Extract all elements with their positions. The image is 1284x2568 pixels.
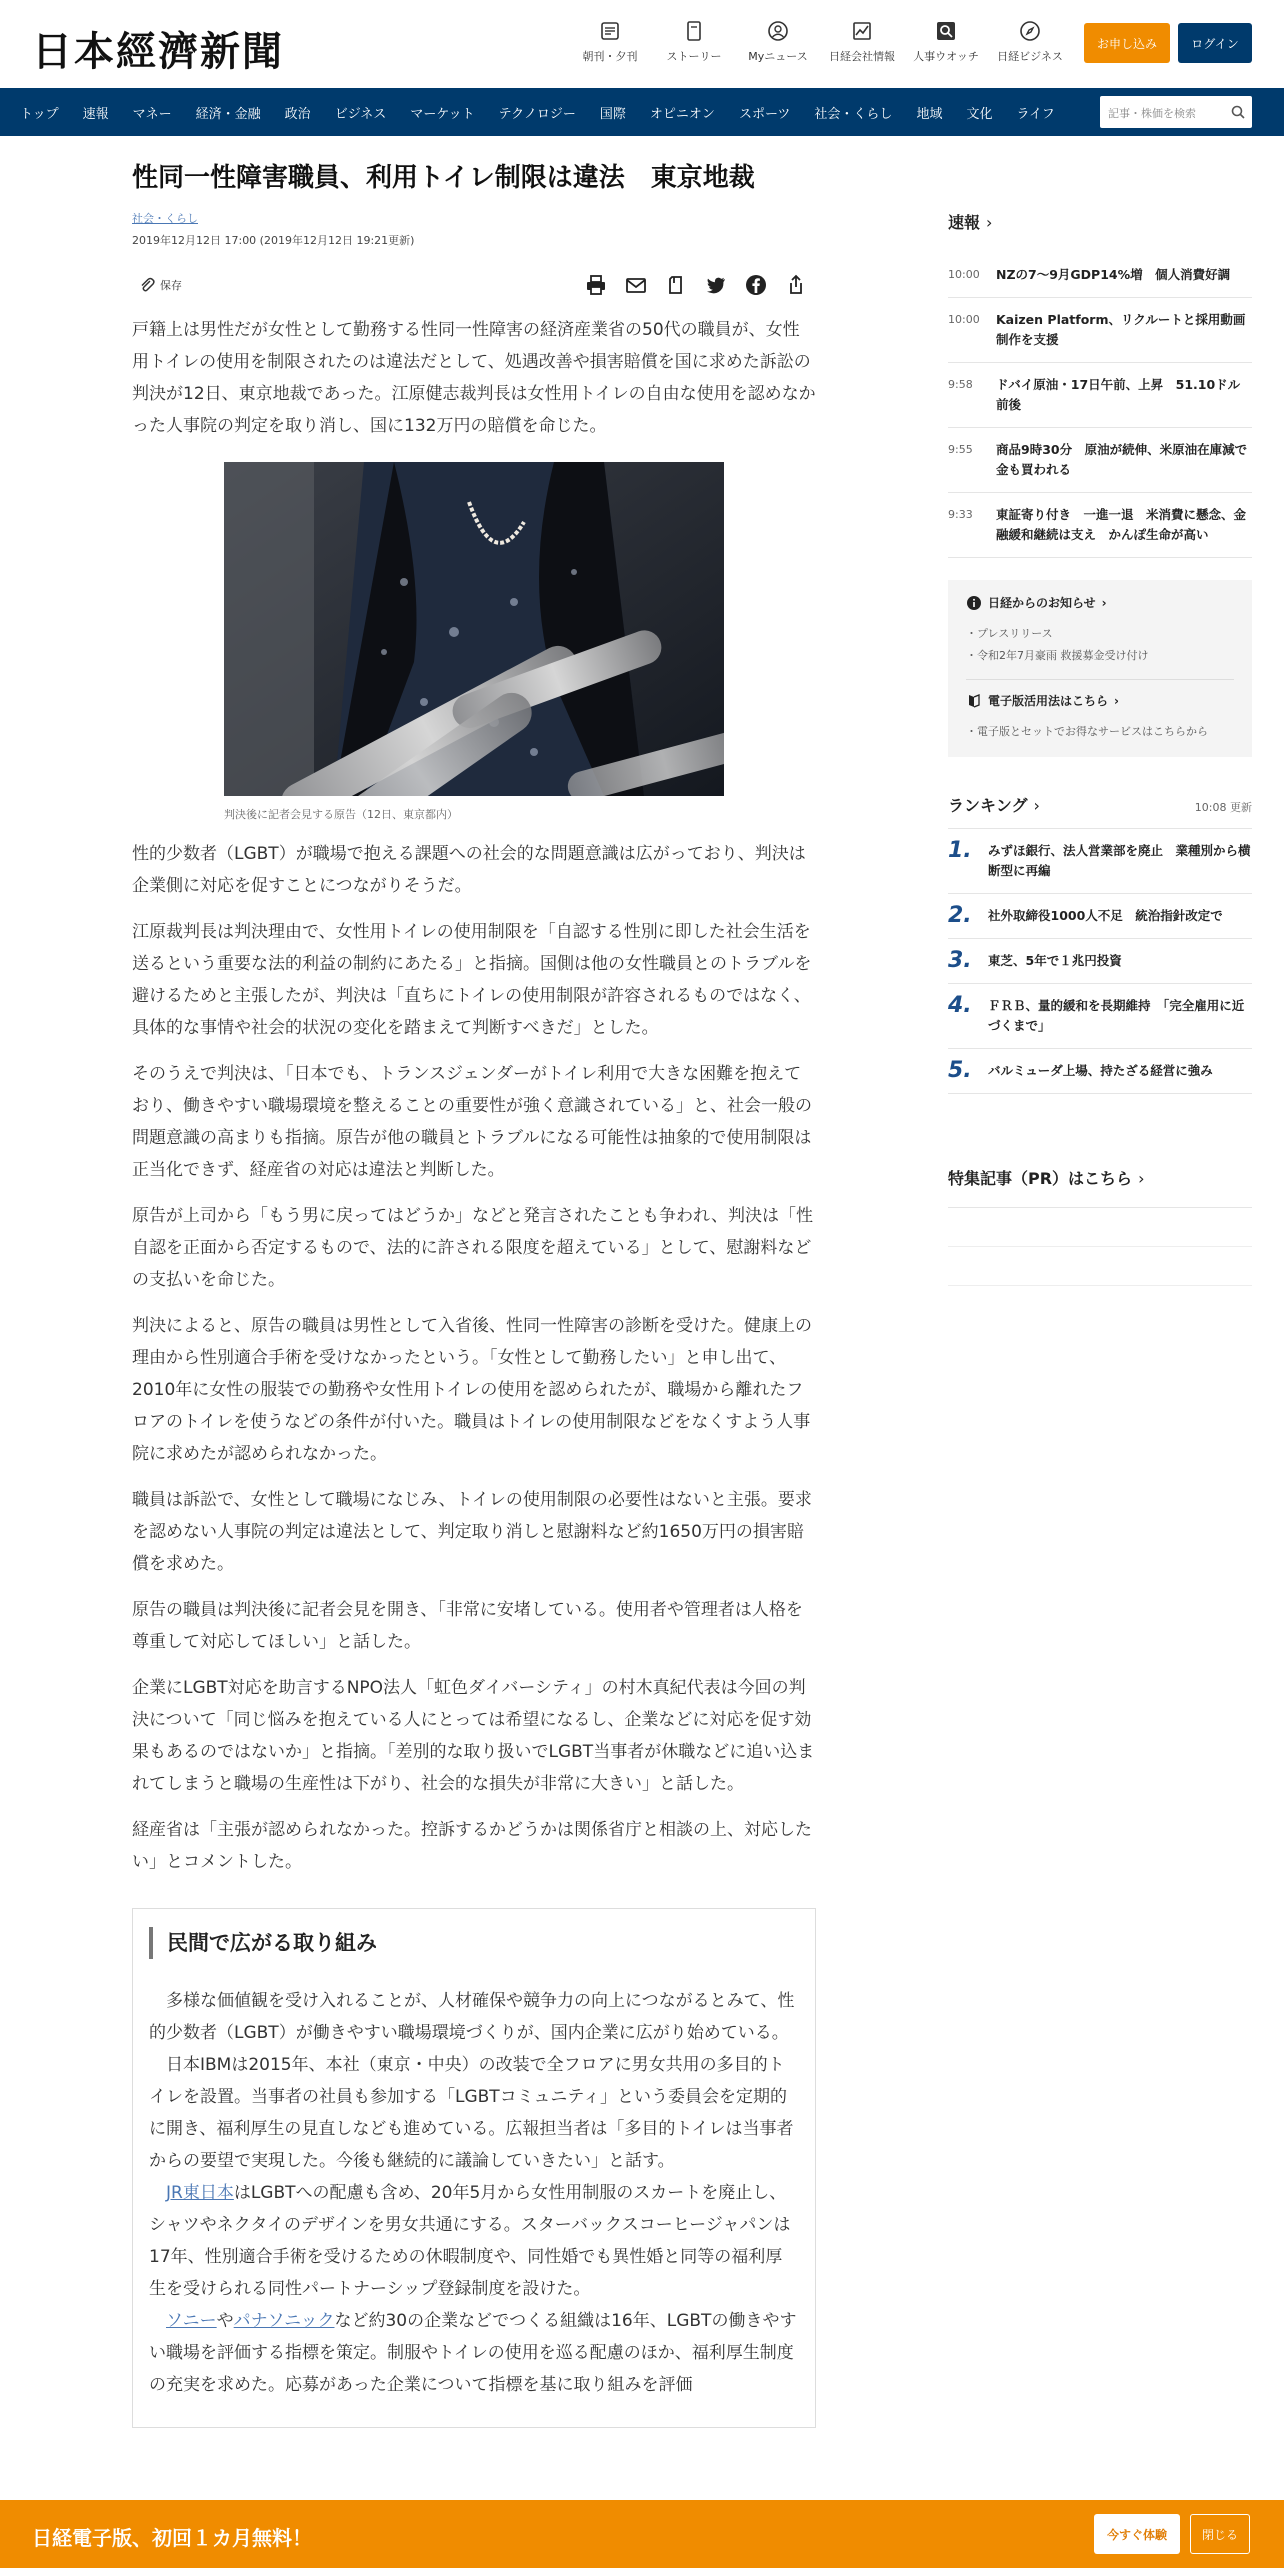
info-icon (966, 595, 982, 611)
box-text: はLGBTへの配慮も含め、20年5月から女性用制服のスカートを廃止し、シャツやネクタイのデザインを男女共通にする。スターバックスコーヒージャパンは17年、性別適合手術を受けるための休暇制度や、同性婚でも異性婚と同等の福利厚生を受けられる同性パートナーシップ登録制度を設けた。 (149, 2183, 791, 2300)
chevron-right-icon: › (986, 213, 993, 232)
edition-item[interactable]: ・ 電子版とセットでお得なサービスはこちらから (966, 721, 1234, 743)
header-link-company-info[interactable] (820, 20, 904, 64)
twitter-button[interactable] (696, 274, 736, 296)
notice-box (948, 580, 1252, 757)
sokuhou-headline: 商品9時30分 原油が続伸、米原油在庫減で 金も買われる (996, 442, 1260, 477)
header-link-label: ストーリー (666, 50, 722, 63)
share-button[interactable] (776, 274, 816, 296)
ranking-headline: 東芝、5年で１兆円投資 (988, 953, 1122, 968)
bookmark-icon (665, 274, 687, 296)
ranking-section (948, 793, 1252, 1094)
box-paragraph: 日本IBMは2015年、本社（東京・中央）の改装で全フロアに男女共用の多目的トイレを設置。当事者の社員も参加する「LGBTコミュニティ」という委員会を定期的に開き、福利厚生の見直しなども進めている。広報担当者は「多目的トイレは当事者からの要望で実現した。今後も継続的に議論していきたい」と話す。 (149, 2055, 794, 2172)
ranking-list (948, 829, 1252, 1094)
article-paragraph: 江原裁判長は判決理由で、女性用トイレの使用制限を「自認する性別に即した社会生活を送るという重要な法的利益の制約にあたる」と指摘。国側は他の女性職員とのトラブルを避けるためと主張したが、判決は「直ちにトイレの使用制限が許容されるものではなく、具体的な事情や社会的状況の変化を踏まえて判断すべきだ」とした。 (132, 922, 812, 1039)
article-lead: 戸籍上は男性だが女性として勤務する性同一性障害の経済産業省の50代の職員が、女性用トイレの使用を制限されたのは違法だとして、処遇改善や損害賠償を国に求めた訴訟の判決が12日、東京地裁であった。江原健志裁判長は女性用トイレの自由な使用を認めなかった人事院の判定を取り消し、国に132万円の賠償を命じた。 (132, 320, 816, 437)
header-link-story[interactable] (652, 20, 736, 64)
box-text: や (216, 2311, 234, 2332)
nav-item[interactable]: ビジネス (334, 106, 387, 122)
ranking-number: 4. (948, 993, 972, 1018)
sokuhou-time: 9:58 (948, 378, 973, 391)
nav-item[interactable]: 国際 (599, 106, 626, 122)
login-button[interactable]: ログイン (1178, 23, 1252, 63)
pr-section (948, 1166, 1252, 1208)
apply-button[interactable]: お申し込み (1084, 23, 1170, 63)
article-paragraph: 判決によると、原告の職員は男性として入省後、性同一性障害の診断を受けた。健康上の理由から性別適合手術を受けなかったという。「女性として勤務したい」と申し出て、2010年に女性の服装での勤務や女性用トイレの使用を認められたが、職場から離れたフロアのトイレを使うなどの条件が付いた。職員はトイレの使用制限などをなくすよう人事院に求めたが認められなかった。 (132, 1316, 812, 1465)
site-logo[interactable]: 日本經濟新聞 (32, 28, 284, 75)
stock-chart-icon (851, 20, 873, 42)
sokuhou-item[interactable] (948, 298, 1252, 363)
ranking-headline: みずほ銀行、法人営業部を廃止 業種別から横断型に再編 (988, 843, 1251, 878)
header-link-mynews[interactable] (736, 20, 820, 64)
article-paragraph: 経産省は「主張が認められなかった。控訴するかどうかは関係省庁と相談の上、対応したい」とコメントした。 (132, 1820, 812, 1873)
pr-title: 特集記事（PR）はこちら (948, 1169, 1133, 1188)
sokuhou-item[interactable] (948, 493, 1252, 558)
nav-item[interactable]: テクノロジー (498, 106, 576, 122)
search-input[interactable] (1100, 96, 1252, 128)
search-placeholder: 記事・株価を検索 (1108, 107, 1196, 120)
sokuhou-time: 10:00 (948, 268, 980, 281)
notice-heading[interactable] (966, 594, 1234, 611)
article-photo (224, 462, 724, 822)
share-icon (785, 274, 807, 296)
nav-item[interactable]: 経済・金融 (195, 106, 261, 122)
site-header (0, 0, 1284, 88)
sokuhou-heading[interactable] (948, 210, 1252, 233)
paperclip-icon (138, 276, 156, 294)
mail-button[interactable] (616, 274, 656, 296)
header-link-jinji-watch[interactable] (904, 20, 988, 64)
ranking-item[interactable] (948, 939, 1252, 984)
user-icon (767, 20, 789, 42)
ranking-item[interactable] (948, 984, 1252, 1049)
notice-item[interactable]: ・ プレスリリース (966, 623, 1234, 645)
notice-item[interactable]: ・ 令和2年7月豪雨 救援募金受け付け (966, 645, 1234, 667)
nav-item[interactable]: ライフ (1016, 106, 1055, 122)
notice-title: 日経からのお知らせ (988, 596, 1096, 610)
nav-item[interactable]: 速報 (82, 106, 109, 122)
box-paragraph (149, 2305, 799, 2401)
sokuhou-item[interactable] (948, 363, 1252, 428)
facebook-button[interactable] (736, 274, 776, 296)
sokuhou-time: 9:33 (948, 508, 973, 521)
article-paragraph: 性的少数者（LGBT）が職場で抱える課題への社会的な問題意識は広がっており、判決は企業側に対応を促すことにつながりそうだ。 (132, 844, 806, 897)
company-link-panasonic[interactable]: パナソニック (233, 2311, 335, 2332)
header-icon-nav (568, 20, 1072, 64)
nav-item[interactable]: スポーツ (738, 106, 791, 122)
header-link-label: 日経ビジネス (997, 50, 1063, 63)
article-date: 2019年12月12日 17:00 (2019年12月12日 19:21更新) (132, 234, 415, 248)
trial-banner (0, 2500, 1284, 2568)
twitter-icon (705, 274, 727, 296)
try-now-button[interactable]: 今すぐ体験 (1094, 2514, 1180, 2554)
newspaper-icon (599, 20, 621, 42)
ranking-number: 1. (948, 838, 972, 863)
mail-icon (625, 274, 647, 296)
search-people-icon (935, 20, 957, 42)
press-conference-photo[interactable] (224, 462, 724, 796)
nav-item[interactable]: 文化 (966, 106, 993, 122)
article-title: 性同一性障害職員、利用トイレ制限は違法 東京地裁 (132, 163, 755, 193)
sokuhou-item[interactable] (948, 428, 1260, 493)
header-link-newspaper[interactable] (568, 20, 652, 64)
ranking-heading[interactable] (948, 793, 1040, 816)
sokuhou-title: 速報 (948, 213, 981, 232)
article-paragraph: 原告が上司から「もう男に戻ってはどうか」などと発言されたことも争われ、判決は「性自認を正面から否定するもので、法的に許される限度を超えている」として、慰謝料などの支払いを命じた。 (132, 1206, 814, 1291)
edition-list (966, 721, 1234, 743)
chevron-right-icon: › (1033, 796, 1040, 815)
company-link-sony[interactable]: ソニー (166, 2311, 217, 2332)
nav-item[interactable]: 社会・くらし (814, 106, 893, 122)
banner-text: 日経電子版、初回１カ月無料！ (32, 2526, 312, 2550)
ranking-headline: ＦＲＢ、量的緩和を長期維持 「完全雇用に近づくまで」 (988, 998, 1245, 1033)
sokuhou-time: 10:00 (948, 313, 980, 326)
sokuhou-headline: NZの7～9月GDP14%増 個人消費好調 (996, 267, 1231, 282)
edition-heading[interactable] (966, 692, 1234, 709)
facebook-icon (745, 274, 767, 296)
divider (966, 679, 1234, 680)
photo-image (224, 462, 724, 796)
save-label: 保存 (160, 279, 182, 293)
print-button[interactable] (576, 274, 616, 296)
photo-caption: 判決後に記者会見する原告（12日、東京都内） (224, 808, 458, 822)
article-body (132, 838, 816, 1878)
document-icon (683, 20, 705, 42)
header-link-label: 人事ウオッチ (913, 50, 979, 63)
divider (948, 1246, 1252, 1247)
ranking-item[interactable] (948, 894, 1252, 939)
nav-item[interactable]: 政治 (284, 106, 311, 122)
close-banner-button[interactable]: 閉じる (1190, 2514, 1250, 2554)
sokuhou-headline: 東証寄り付き 一進一退 米消費に懸念、金融緩和継続は支え かんぽ生命が高い (996, 507, 1247, 542)
box-paragraph (149, 2177, 799, 2305)
sokuhou-item[interactable] (948, 253, 1252, 298)
article-category-link[interactable]: 社会・くらし (132, 212, 198, 226)
right-sidebar (948, 210, 1260, 1286)
article-paragraph: 職員は訴訟で、女性として職場になじみ、トイレの使用制限の必要性はないと主張。要求を認めない人事院の判定は違法として、判定取り消しと慰謝料など約1650万円の損害賠償を求めた。 (132, 1490, 812, 1575)
header-link-label: 日経会社情報 (829, 50, 895, 63)
header-link-label: 朝刊・夕刊 (582, 50, 638, 63)
article-paragraph: 企業にLGBT対応を助言するNPO法人「虹色ダイバーシティ」の村木真紀代表は今回の判決について「同じ悩みを抱えている人にとっては希望になるし、企業などに対応を促す効果もあるのではないか」と指摘。「差別的な取り扱いでLGBT当事者が休職などに追い込まれてしまうと職場の生産性は下がり、社会的な損失が非常に大きい」と話した。 (132, 1678, 815, 1795)
pr-heading[interactable] (948, 1166, 1252, 1189)
nav-list (20, 88, 1079, 136)
bookmark-button[interactable] (656, 274, 696, 296)
nav-item[interactable]: マネー (132, 106, 172, 122)
nav-item[interactable]: トップ (20, 106, 59, 122)
nav-item[interactable]: オピニオン (649, 106, 715, 122)
edition-title: 電子版活用法はこちら (988, 694, 1109, 708)
compass-icon (1019, 20, 1041, 42)
sidebar-box-private-sector (132, 1908, 816, 2428)
ranking-number: 5. (948, 1058, 972, 1083)
sokuhou-headline: ドバイ原油・17日午前、上昇 51.10ドル前後 (996, 377, 1241, 412)
ranking-item[interactable] (948, 829, 1252, 894)
header-link-nikkei-business[interactable] (988, 20, 1072, 64)
divider (948, 1285, 1252, 1286)
box-paragraph: 多様な価値観を受け入れることが、人材確保や競争力の向上につながるとみて、性的少数者（LGBT）が働きやすい職場環境づくりが、国内企業に広がり始めている。 (149, 1991, 795, 2044)
header-link-label: Myニュース (748, 50, 808, 63)
chevron-right-icon: › (1114, 693, 1119, 708)
chevron-right-icon: › (1101, 595, 1107, 610)
ranking-headline: 社外取締役1000人不足 統治指針改定で (988, 908, 1223, 923)
ranking-updated-time: 10:08 更新 (1194, 801, 1252, 814)
ranking-item[interactable] (948, 1049, 1252, 1094)
ranking-headline: バルミューダ上場、持たざる経営に強み (988, 1063, 1213, 1078)
box-text: など約30の企業などでつくる組織は16年、LGBTの働きやすい職場を評価する指標を策定。制服やトイレの使用を巡る配慮のほか、福利厚生制度の充実を求めた。応募があった企業について指標を基に取り組みを評価 (149, 2311, 797, 2396)
article-paragraph: 原告の職員は判決後に記者会見を開き、「非常に安堵している。使用者や管理者は人格を尊重して対応してほしい」と話した。 (132, 1600, 803, 1653)
ranking-header (948, 793, 1252, 829)
ranking-title: ランキング (948, 796, 1028, 815)
box-title: 民間で広がる取り組み (149, 1927, 799, 1959)
sokuhou-time: 9:55 (948, 443, 973, 456)
article-paragraph: そのうえで判決は、「日本でも、トランスジェンダーがトイレ利用で大きな困難を抱えており、働きやすい職場環境を整えることの重要性が強く意識されている」と、社会一般の問題意識の高まりも指摘。原告が他の職員とトラブルになる可能性は抽象的で使用制限は正当化できず、経産省の対応は違法と判断した。 (132, 1064, 812, 1181)
nav-item[interactable]: 地域 (916, 106, 943, 122)
sokuhou-list (948, 253, 1260, 558)
save-button[interactable] (138, 276, 182, 294)
notice-list (966, 623, 1234, 667)
company-link-jr-east[interactable]: JR東日本 (166, 2183, 234, 2204)
share-tools (576, 274, 816, 296)
chevron-right-icon: › (1138, 1169, 1145, 1188)
article-toolbar (132, 264, 816, 304)
book-icon (966, 693, 982, 709)
print-icon (585, 274, 607, 296)
ranking-number: 2. (948, 903, 972, 928)
nav-item[interactable]: マーケット (410, 106, 475, 122)
article (132, 160, 816, 2428)
sokuhou-headline: Kaizen Platform、リクルートと採用動画制作を支援 (996, 312, 1246, 347)
main-nav (0, 88, 1284, 136)
ranking-number: 3. (948, 948, 972, 973)
search-icon[interactable] (1230, 104, 1246, 120)
